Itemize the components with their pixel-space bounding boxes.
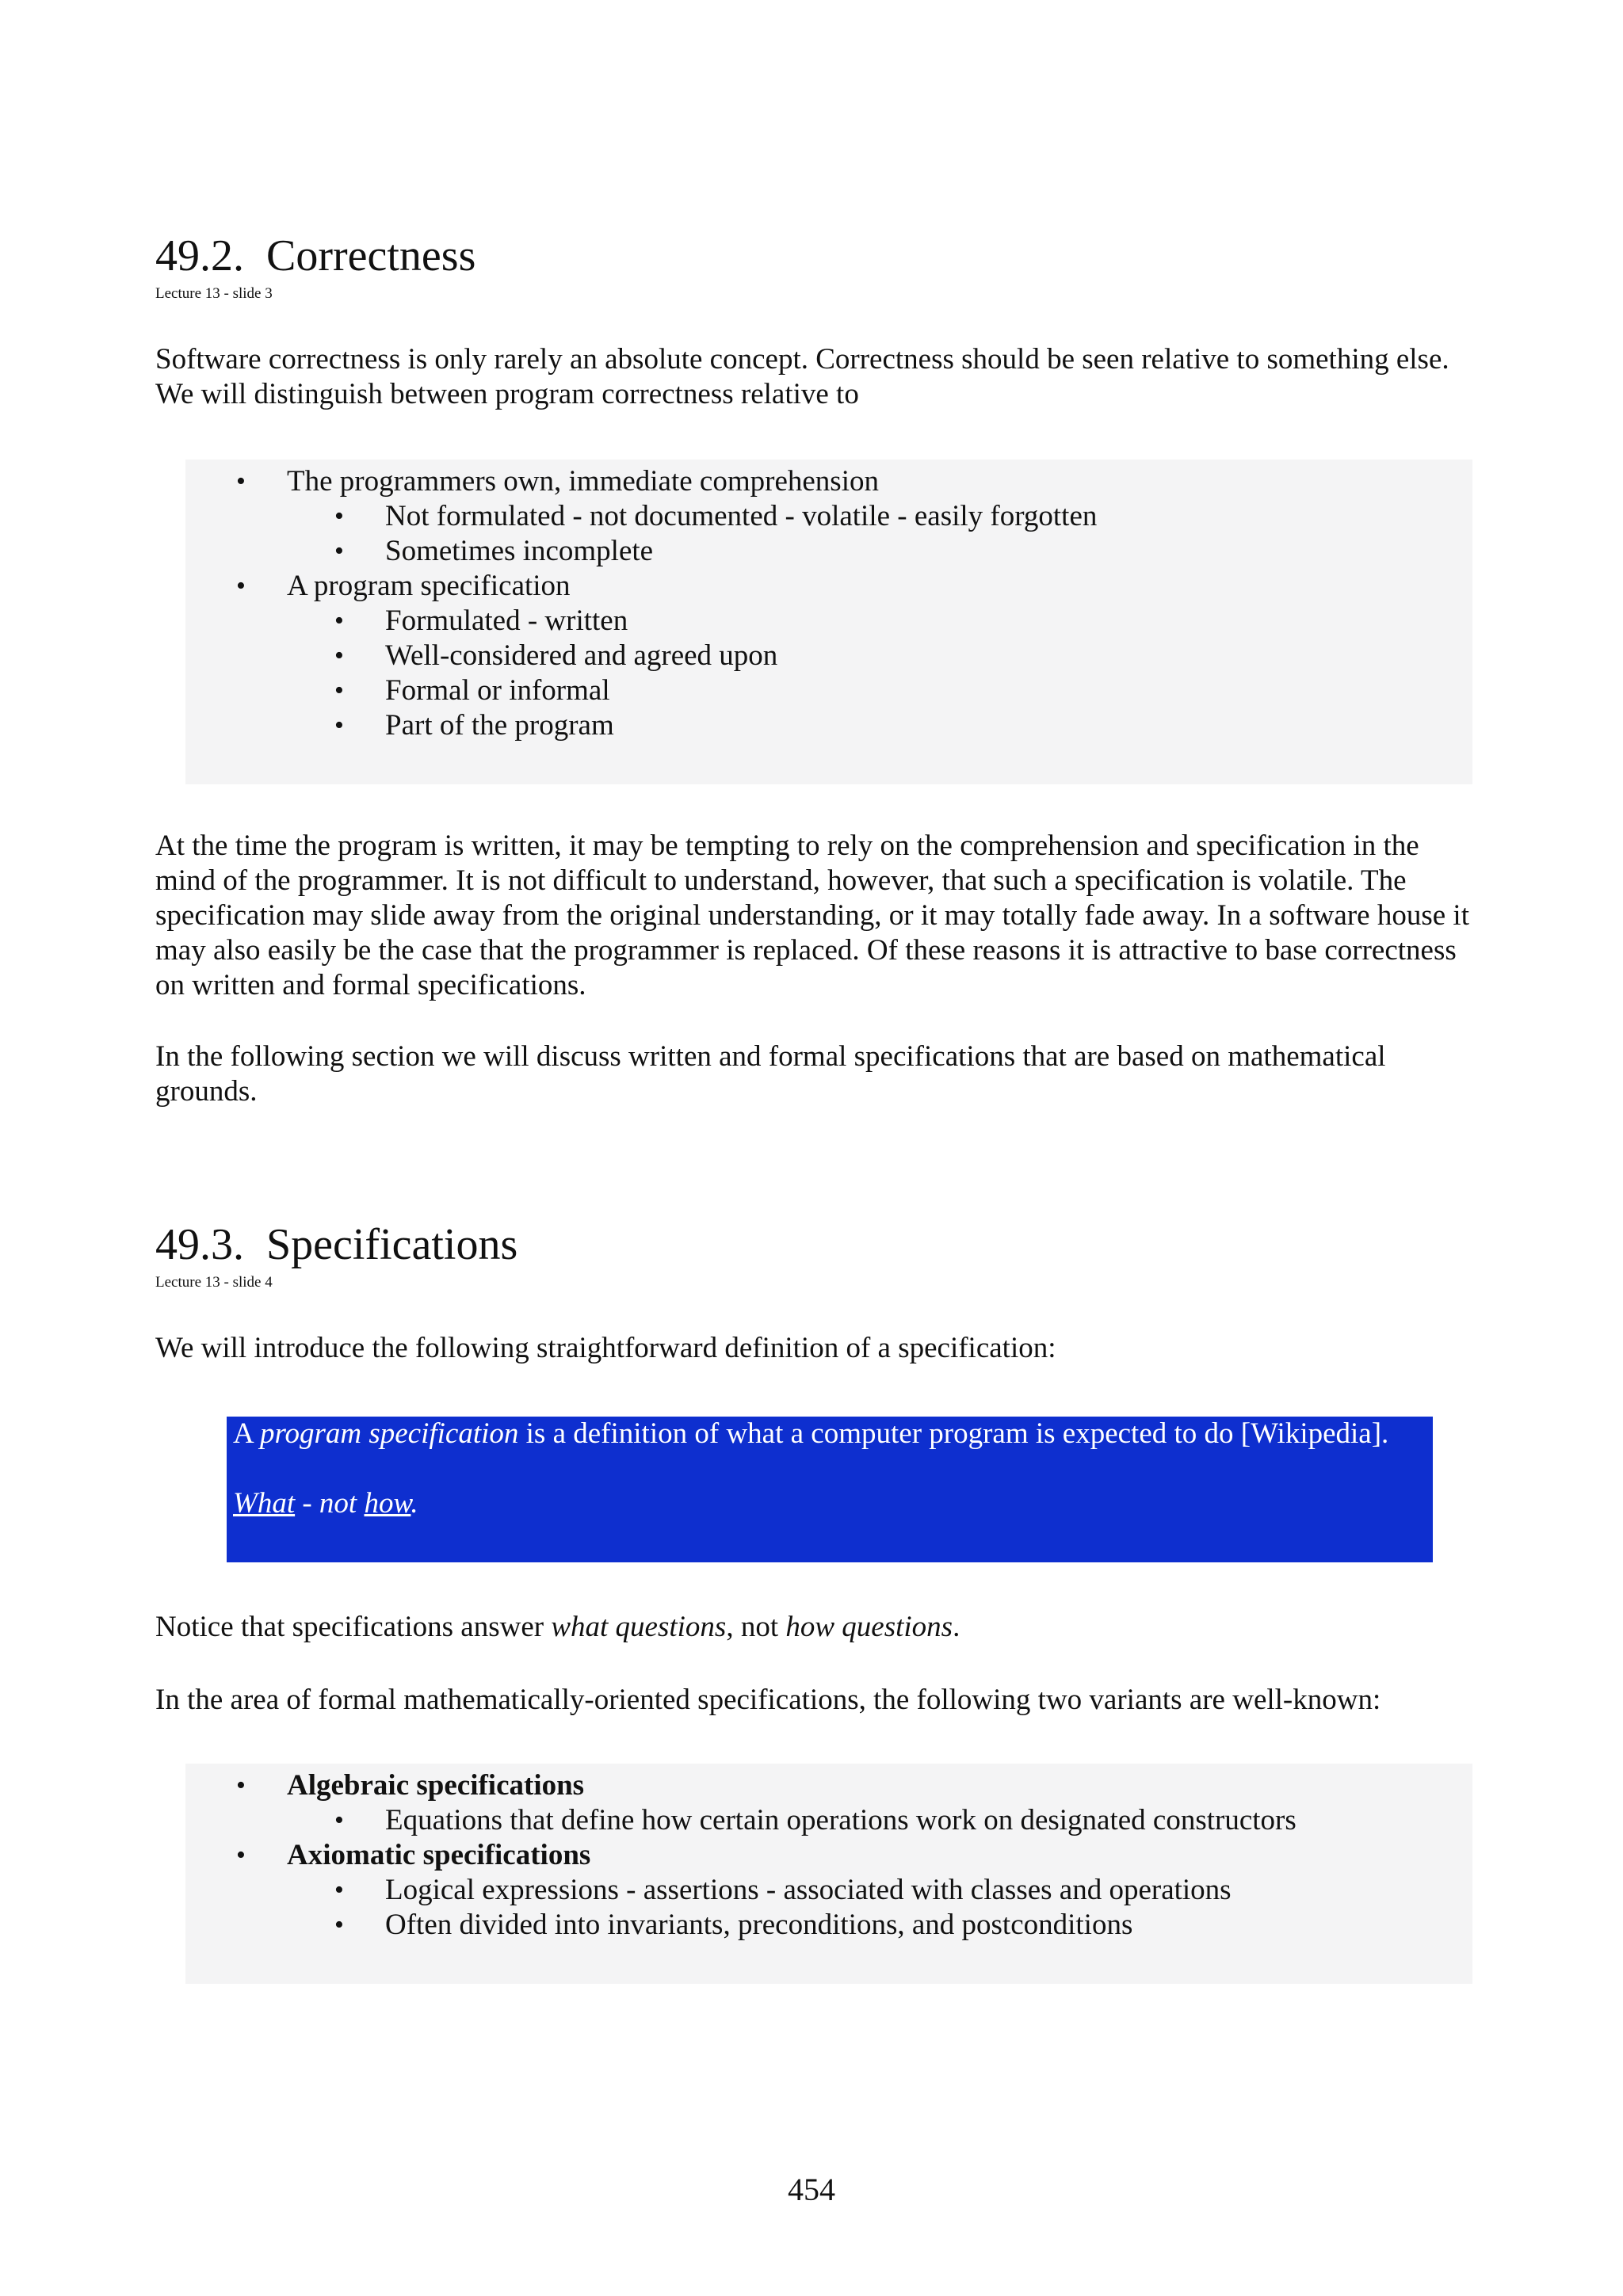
bullet-icon: • bbox=[236, 467, 246, 496]
how-link[interactable]: how bbox=[364, 1487, 411, 1520]
definition-intro: We will introduce the following straightforward definition of a specification: bbox=[155, 1332, 1056, 1364]
list-item: • Formulated - written bbox=[334, 605, 628, 637]
notice-paragraph: Notice that specifications answer what questions, not how questions. bbox=[155, 1611, 960, 1643]
list-item: • A program specification bbox=[236, 570, 571, 602]
what-not-how: What - not how. bbox=[233, 1487, 418, 1520]
section-heading-specifications bbox=[155, 1220, 517, 1269]
correctness-list-box bbox=[185, 460, 1472, 784]
correctness-list bbox=[185, 464, 1472, 743]
section-number: 49.2. bbox=[155, 231, 244, 280]
what-link[interactable]: What bbox=[233, 1487, 296, 1520]
spacer bbox=[233, 1451, 1426, 1486]
section-title: Specifications bbox=[266, 1220, 518, 1269]
definition-text: A program specification is a definition of what a computer program is expected to do [Wikipedia]. bbox=[233, 1417, 1389, 1450]
bullet-icon: • bbox=[334, 1806, 344, 1835]
specifications-list-box bbox=[185, 1764, 1472, 1984]
slide-reference: Lecture 13 - slide 4 bbox=[155, 1274, 273, 1291]
specifications-list bbox=[185, 1768, 1472, 1943]
bullet-icon: • bbox=[334, 536, 344, 566]
slide-reference: Lecture 13 - slide 3 bbox=[155, 285, 273, 302]
paragraph-following-section: In the following section we will discuss written and formal specifications that are based on mathematical grounds. bbox=[155, 1040, 1386, 1108]
bullet-icon: • bbox=[334, 641, 344, 670]
bullet-icon: • bbox=[334, 1875, 344, 1905]
list-item: • Algebraic specifications bbox=[236, 1769, 585, 1802]
list-item: • Logical expressions - assertions - associated with classes and operations bbox=[334, 1874, 1232, 1906]
list-item: • Formal or informal bbox=[334, 674, 610, 707]
bullet-icon: • bbox=[334, 1910, 344, 1939]
variants-paragraph: In the area of formal mathematically-oriented specifications, the following two variants are well-known: bbox=[155, 1684, 1381, 1716]
bullet-icon: • bbox=[236, 1771, 246, 1800]
list-item: • Axiomatic specifications bbox=[236, 1839, 591, 1871]
list-item: • Part of the program bbox=[334, 709, 614, 742]
list-item: • Not formulated - not documented - volatile - easily forgotten bbox=[334, 500, 1098, 532]
list-item: • Well-considered and agreed upon bbox=[334, 639, 778, 672]
list-item: • Often divided into invariants, preconditions, and postconditions bbox=[334, 1909, 1133, 1941]
bullet-icon: • bbox=[334, 711, 344, 740]
section-number: 49.3. bbox=[155, 1220, 244, 1269]
intro-paragraph: Software correctness is only rarely an absolute concept. Correctness should be seen relative to something else. We will distinguish between program correctness relative to bbox=[155, 343, 1449, 410]
list-item: • The programmers own, immediate comprehension bbox=[236, 465, 879, 498]
paragraph-volatile-specification: At the time the program is written, it may be tempting to rely on the comprehension and specification in the mind of the programmer. It is not difficult to understand, however, that such a specification is volatile. The specification may slide away from the original understanding, or it may totally fade away. In a software house it may also easily be the case that the programmer is replaced. Of these reasons it is attractive to base correctness on written and formal specifications. bbox=[155, 830, 1469, 1001]
page-number: 454 bbox=[788, 2172, 835, 2207]
bullet-icon: • bbox=[334, 676, 344, 705]
definition-term: program specification bbox=[259, 1417, 519, 1450]
bullet-icon: • bbox=[236, 1840, 246, 1870]
bullet-icon: • bbox=[334, 606, 344, 635]
section-heading-correctness bbox=[155, 231, 475, 280]
list-item: • Equations that define how certain operations work on designated constructors bbox=[334, 1804, 1296, 1836]
bullet-icon: • bbox=[236, 571, 246, 601]
section-title: Correctness bbox=[266, 231, 476, 280]
bullet-icon: • bbox=[334, 502, 344, 531]
list-item: • Sometimes incomplete bbox=[334, 535, 654, 567]
definition-box bbox=[227, 1417, 1433, 1562]
